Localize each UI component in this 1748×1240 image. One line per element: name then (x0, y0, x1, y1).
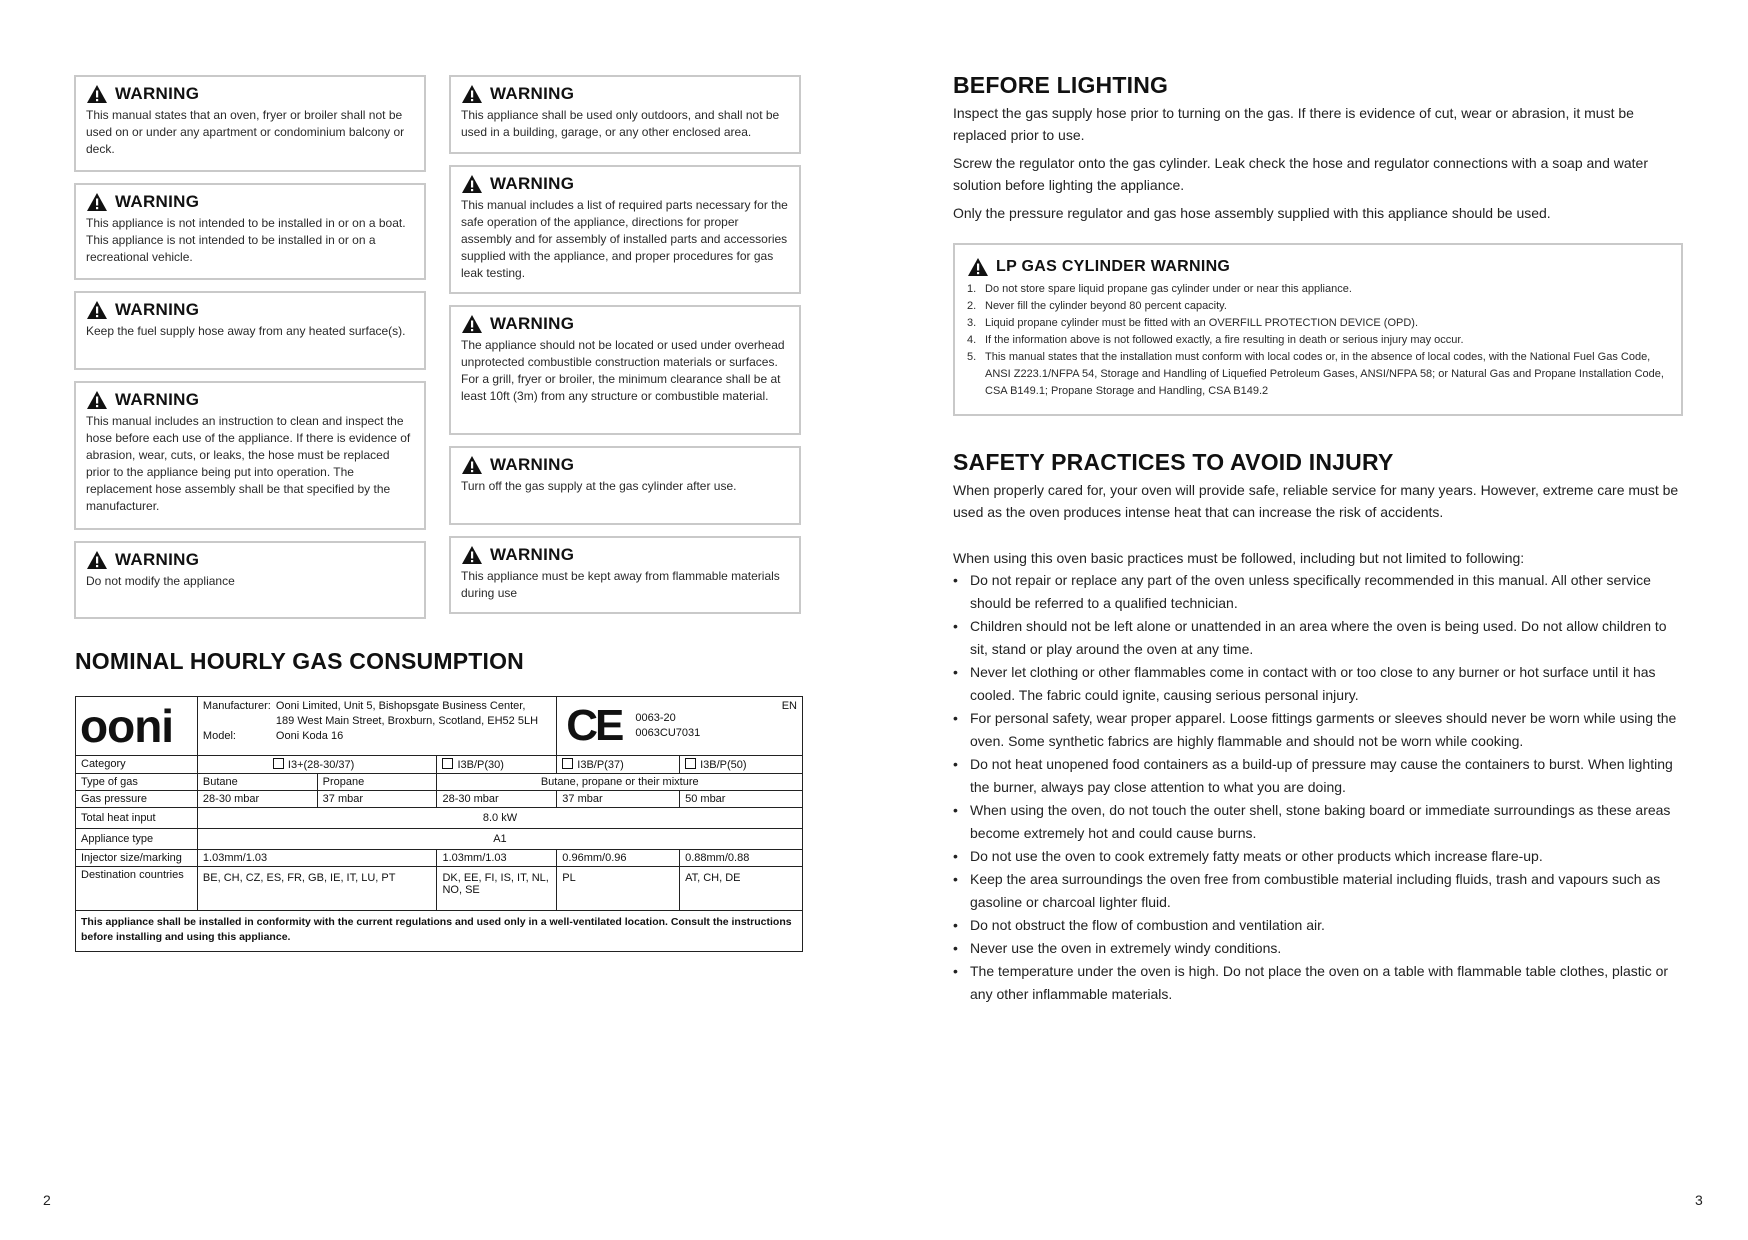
manufacturer-line-2: 189 West Main Street, Broxburn, Scotland, EH52 5LH (275, 715, 539, 727)
category-cell: I3B/P(37) (557, 756, 680, 774)
list-item: • Keep the area surroundings the oven free from combustible material including fluids, trash and vapours such as gasoline or charcoal lighter fluid. (953, 871, 1661, 910)
appliance-type-label: Appliance type (76, 829, 198, 850)
model-value: Ooni Koda 16 (275, 730, 344, 742)
warning-box (449, 536, 801, 614)
paragraph: Only the pressure regulator and gas hose assembly supplied with this appliance should be used. (953, 205, 1551, 221)
safety-practices-heading: SAFETY PRACTICES TO AVOID INJURY (953, 449, 1394, 475)
table-row (76, 791, 803, 808)
gas-type-label: Type of gas (76, 774, 198, 791)
warning-text: This manual states that an oven, fryer or broiler shall not be used on or under any apartment or condominium balcony or deck. (86, 108, 405, 156)
warnings-column-2 (449, 75, 801, 625)
list-item: • Do not use the oven to cook extremely fatty meats or other products which increase flare-up. (953, 848, 1543, 864)
table-note-row (76, 911, 803, 952)
warning-title: WARNING (115, 84, 200, 103)
page-number: 3 (1695, 1192, 1703, 1208)
warning-title: WARNING (490, 84, 575, 103)
list-item: • Do not repair or replace any part of the oven unless specifically recommended in this manual. All other service should be referred to a qualified technician. (953, 572, 1651, 611)
warning-box (74, 291, 426, 370)
injector-cell: 1.03mm/1.03 (197, 850, 437, 867)
table-row (76, 850, 803, 867)
checkbox-icon (685, 758, 696, 769)
table-row (76, 808, 803, 829)
installation-note: This appliance shall be installed in conformity with the current regulations and used only in a well-ventilated location. Consult the instructions before installing and using this appliance. (76, 911, 803, 952)
heat-input-label: Total heat input (76, 808, 198, 829)
pressure-cell: 50 mbar (680, 791, 803, 808)
warning-triangle-icon (461, 174, 483, 194)
warning-text: Do not modify the appliance (86, 574, 235, 588)
injector-cell: 1.03mm/1.03 (437, 850, 557, 867)
warning-box (74, 75, 426, 172)
practices-list (953, 569, 1683, 1006)
warning-title: WARNING (490, 545, 575, 564)
gas-type-cell: Butane, propane or their mixture (437, 774, 803, 791)
cert-number-1: 0063-20 (635, 712, 676, 724)
pressure-cell: 28-30 mbar (437, 791, 557, 808)
table-row (76, 867, 803, 911)
destination-cell: DK, EE, FI, IS, IT, NL, NO, SE (437, 867, 557, 911)
ooni-logo: ooni (76, 697, 198, 756)
warning-triangle-icon (86, 300, 108, 320)
checkbox-icon (562, 758, 573, 769)
warning-text: Turn off the gas supply at the gas cylinder after use. (461, 479, 737, 493)
warning-text: This appliance is not intended to be installed in or on a boat. This appliance is not intended to be installed in or on a recreational vehicle. (86, 216, 406, 264)
list-item: • Children should not be left alone or unattended in an area where the oven is being used. Do not allow children to sit, stand or play around the oven at any time. (953, 618, 1667, 657)
list-item: 3. Liquid propane cylinder must be fitted with an OVERFILL PROTECTION DEVICE (OPD). (967, 317, 1419, 329)
warning-triangle-icon (86, 84, 108, 104)
warning-text: This manual includes a list of required parts necessary for the safe operation of the appliance, directions for proper assembly and for assembly of installed parts and accessories supplied with the appliance, and proper procedures for gas leak testing. (461, 198, 788, 280)
list-item: • Do not obstruct the flow of combustion and ventilation air. (953, 917, 1325, 933)
warning-triangle-icon (461, 545, 483, 565)
appliance-type-value: A1 (197, 829, 802, 850)
warning-title: WARNING (115, 550, 200, 569)
pressure-label: Gas pressure (76, 791, 198, 808)
warnings-column-1 (74, 75, 426, 630)
list-item: • Never use the oven in extremely windy conditions. (953, 940, 1282, 956)
manufacturer-line-1: Ooni Limited, Unit 5, Bishopsgate Business Center, (275, 700, 526, 712)
manufacturer-cell (197, 697, 556, 756)
warning-box (449, 75, 801, 154)
ce-mark: CE (566, 701, 622, 750)
injector-cell: 0.88mm/0.88 (680, 850, 803, 867)
warning-box (74, 541, 426, 619)
warning-triangle-icon (86, 550, 108, 570)
lp-warning-title: LP GAS CYLINDER WARNING (996, 258, 1231, 275)
list-item: 1. Do not store spare liquid propane gas cylinder under or near this appliance. (967, 283, 1352, 295)
before-lighting-heading: BEFORE LIGHTING (953, 72, 1169, 98)
gas-type-cell: Butane (197, 774, 317, 791)
destination-label: Destination countries (76, 867, 198, 911)
heat-input-value: 8.0 kW (197, 808, 802, 829)
paragraph: When using this oven basic practices must be followed, including but not limited to following: (953, 550, 1525, 566)
list-item: • Do not heat unopened food containers as a build-up of pressure may cause the containers to burst. When lighting the burner, always pay close attention to what you are doing. (953, 756, 1673, 795)
warning-box (449, 446, 801, 525)
warning-triangle-icon (461, 84, 483, 104)
table-row (76, 756, 803, 774)
warning-box (74, 381, 426, 530)
warning-text: This manual includes an instruction to clean and inspect the hose before each use of the appliance. If there is evidence of abrasion, wear, cuts, or leaks, the hose must be replaced prior to the appliance being put into operation. The replacement hose assembly shall be that specified by the manufacturer. (86, 414, 411, 513)
language-code: EN (781, 700, 797, 712)
injector-label: Injector size/marking (76, 850, 198, 867)
safety-practices-section (953, 479, 1683, 1006)
list-item: 2. Never fill the cylinder beyond 80 percent capacity. (967, 300, 1227, 312)
gas-consumption-heading: NOMINAL HOURLY GAS CONSUMPTION (75, 648, 524, 674)
destination-cell: BE, CH, CZ, ES, FR, GB, IE, IT, LU, PT (197, 867, 437, 911)
warning-triangle-icon (461, 455, 483, 475)
warning-title: WARNING (490, 174, 575, 193)
destination-cell: AT, CH, DE (680, 867, 803, 911)
warning-title: WARNING (490, 455, 575, 474)
pressure-cell: 37 mbar (317, 791, 437, 808)
warning-text: Keep the fuel supply hose away from any heated surface(s). (86, 324, 406, 338)
certification-cell (557, 697, 803, 756)
warning-box (449, 165, 801, 294)
warning-title: WARNING (115, 192, 200, 211)
list-item: • For personal safety, wear proper apparel. Loose fittings garments or sleeves should never be worn while using the oven. Some synthetic fabrics are highly flammable and should not be worn while cooking. (953, 710, 1677, 749)
paragraph: Inspect the gas supply hose prior to turning on the gas. If there is evidence of cut, wear or abrasion, it must be replaced prior to use. (953, 105, 1634, 143)
gas-type-cell: Propane (317, 774, 437, 791)
checkbox-icon (273, 758, 284, 769)
pressure-cell: 37 mbar (557, 791, 680, 808)
warning-title: WARNING (115, 390, 200, 409)
warning-title: WARNING (490, 314, 575, 333)
warning-text: This appliance shall be used only outdoors, and shall not be used in a building, garage, or any other enclosed area. (461, 108, 780, 139)
warning-box (74, 183, 426, 280)
table-header-row (76, 697, 803, 756)
warning-title: WARNING (115, 300, 200, 319)
list-item: • When using the oven, do not touch the outer shell, stone baking board or immediate surroundings as these areas become extremely hot and could cause burns. (953, 802, 1671, 841)
page-number: 2 (43, 1192, 51, 1208)
category-label: Category (76, 756, 198, 774)
list-item: • The temperature under the oven is high. Do not place the oven on a table with flammable table clothes, plastic or any other inflammable materials. (953, 963, 1669, 1002)
gas-consumption-table (75, 696, 803, 952)
destination-cell: PL (557, 867, 680, 911)
warning-text: The appliance should not be located or used under overhead unprotected combustible construction materials or surfaces. For a grill, fryer or broiler, the minimum clearance shall be at least 10ft (3m) from any structure or combustible material. (461, 338, 785, 403)
table-row (76, 774, 803, 791)
list-item: 4. If the information above is not followed exactly, a fire resulting in death or serious injury may occur. (967, 334, 1464, 346)
category-cell: I3B/P(30) (437, 756, 557, 774)
paragraph: When properly cared for, your oven will provide safe, reliable service for many years. However, extreme care must be used as the oven produces intense heat that can increase the risk of accidents. (953, 482, 1679, 520)
manufacturer-label: Manufacturer: (202, 700, 271, 712)
category-cell: I3B/P(50) (680, 756, 803, 774)
injector-cell: 0.96mm/0.96 (557, 850, 680, 867)
checkbox-icon (442, 758, 453, 769)
category-cell: I3+(28-30/37) (197, 756, 437, 774)
warning-triangle-icon (86, 192, 108, 212)
cert-number-2: 0063CU7031 (635, 727, 701, 739)
warning-text: This appliance must be kept away from flammable materials during use (461, 569, 780, 600)
warning-triangle-icon (967, 257, 989, 277)
table-row (76, 829, 803, 850)
warning-box (449, 305, 801, 435)
list-item: • Never let clothing or other flammables come in contact with or too close to any burner or hot surface until it has cooled. The fabric could ignite, causing serious personal injury. (953, 664, 1656, 703)
before-lighting-text (953, 102, 1683, 230)
warning-triangle-icon (86, 390, 108, 410)
list-item: 5. This manual states that the installation must conform with local codes or, in the absence of local codes, with the National Fuel Gas Code, ANSI Z223.1/NFPA 54, Storage and Handling of Liquefied Petroleum Gases, ANSI/NFPA 58; or Natural Gas and Propane Installation Code, CSA B149.1; Propane Storage and Handling, CSA B149.2 (967, 351, 1664, 397)
warning-triangle-icon (461, 314, 483, 334)
pressure-cell: 28-30 mbar (197, 791, 317, 808)
model-label: Model: (202, 730, 236, 742)
lp-warning-list (967, 281, 1667, 400)
lp-gas-warning-box (953, 243, 1683, 416)
paragraph: Screw the regulator onto the gas cylinder. Leak check the hose and regulator connections with a soap and water solution before lighting the appliance. (953, 155, 1648, 193)
